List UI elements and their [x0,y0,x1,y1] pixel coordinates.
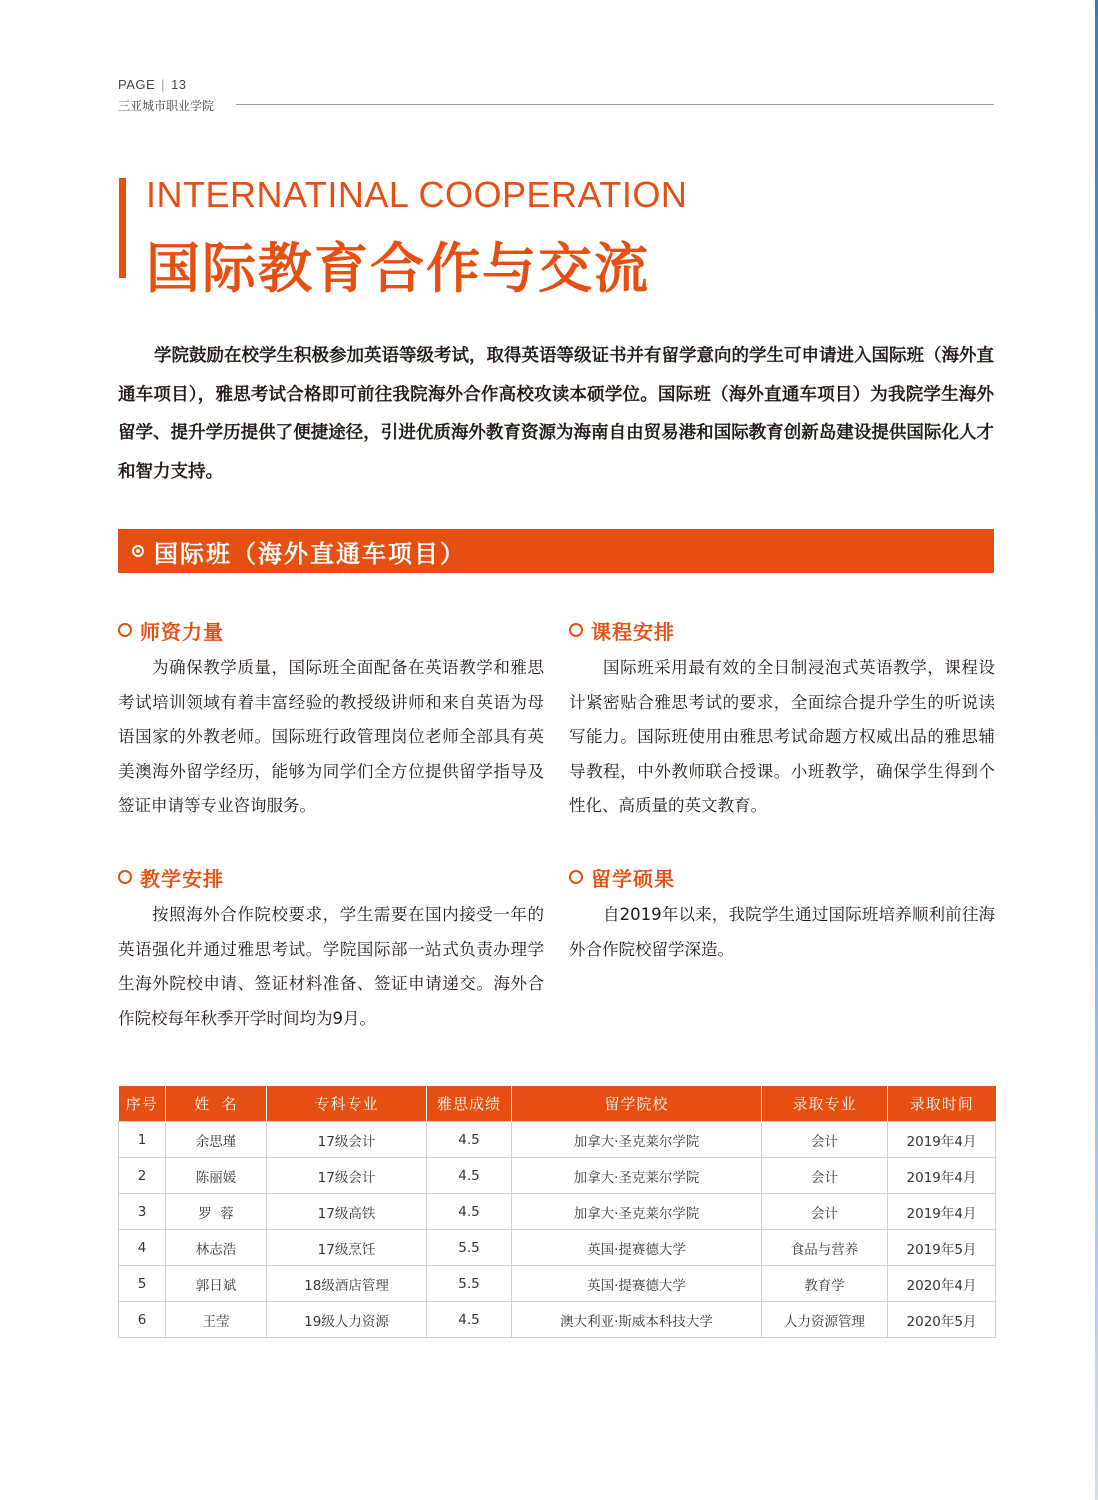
cell-ielts: 4.5 [427,1122,512,1158]
block-text: 按照海外合作院校要求，学生需要在国内接受一年的英语强化并通过雅思考试。学院国际部一站式负责办理学生海外院校申请、签证材料准备、签证申请递交。海外合作院校每年秋季开学时间均为9月。 [118,905,544,1028]
cell-school: 英国·提赛德大学 [512,1230,762,1266]
block-text: 自2019年以来，我院学生通过国际班培养顺利前往海外合作院校留学深造。 [569,905,995,959]
block-teaching-arrangement [118,862,544,1036]
cell-date: 2020年5月 [888,1302,996,1338]
table-row [119,1302,996,1338]
table-row [119,1230,996,1266]
page-number [118,77,187,92]
table-row [119,1122,996,1158]
block-curriculum [569,615,995,824]
circle-bullet-icon [569,870,583,884]
cell-index: 1 [119,1122,166,1158]
title-accent-bar [119,178,126,278]
cell-name: 郭日斌 [166,1266,267,1302]
cell-index: 2 [119,1158,166,1194]
cell-date: 2019年4月 [888,1158,996,1194]
block-heading [118,615,544,645]
circle-bullet-icon [118,623,132,637]
cell-name: 罗 蓉 [166,1194,267,1230]
block-heading [569,615,995,645]
cell-major: 17级会计 [267,1158,427,1194]
cell-index: 6 [119,1302,166,1338]
column-header: 留学院校 [512,1086,762,1122]
cell-name: 王莹 [166,1302,267,1338]
cell-admitted-major: 会计 [762,1194,888,1230]
table-row [119,1158,996,1194]
column-header: 雅思成绩 [427,1086,512,1122]
cell-ielts: 5.5 [427,1266,512,1302]
cell-date: 2019年4月 [888,1122,996,1158]
circle-bullet-icon [118,870,132,884]
block-text: 国际班采用最有效的全日制浸泡式英语教学，课程设计紧密贴合雅思考试的要求，全面综合提升学生的听说读写能力。国际班使用由雅思考试命题方权威出品的雅思辅导教程，中外教师联合授课。小班教学，确保学生得到个性化、高质量的英文教育。 [569,658,995,815]
block-title: 师资力量 [140,619,224,644]
column-header: 录取专业 [762,1086,888,1122]
cell-date: 2020年4月 [888,1266,996,1302]
cell-admitted-major: 会计 [762,1158,888,1194]
college-name: 三亚城市职业学院 [118,99,215,113]
section-banner [118,529,994,573]
cell-name: 余思瑾 [166,1122,267,1158]
cell-school: 加拿大·圣克莱尔学院 [512,1194,762,1230]
block-achievements [569,862,995,967]
cell-ielts: 4.5 [427,1302,512,1338]
cell-index: 5 [119,1266,166,1302]
cell-name: 林志浩 [166,1230,267,1266]
block-heading [118,862,544,892]
circle-bullet-icon [569,623,583,637]
block-title: 教学安排 [140,866,224,891]
block-title: 课程安排 [591,619,675,644]
cell-admitted-major: 教育学 [762,1266,888,1302]
admission-table [118,1086,996,1338]
cell-school: 澳大利亚·斯威本科技大学 [512,1302,762,1338]
cell-name: 陈丽媛 [166,1158,267,1194]
cell-admitted-major: 人力资源管理 [762,1302,888,1338]
cell-school: 英国·提赛德大学 [512,1266,762,1302]
cell-ielts: 5.5 [427,1230,512,1266]
header-divider [236,104,994,105]
cell-major: 17级会计 [267,1122,427,1158]
cell-admitted-major: 会计 [762,1122,888,1158]
table-row [119,1266,996,1302]
cell-major: 18级酒店管理 [267,1266,427,1302]
cell-ielts: 4.5 [427,1194,512,1230]
column-header: 专科专业 [267,1086,427,1122]
block-text: 为确保教学质量，国际班全面配备在英语教学和雅思考试培训领域有着丰富经验的教授级讲师和来自英语为母语国家的外教老师。国际班行政管理岗位老师全部具有英美澳海外留学经历，能够为同学们全方位提供留学指导及签证申请等专业咨询服务。 [118,658,544,815]
block-title: 留学硕果 [591,866,675,891]
column-header: 姓 名 [166,1086,267,1122]
cell-ielts: 4.5 [427,1158,512,1194]
section-title: 国际班（海外直通车项目） [154,539,466,568]
column-header: 序号 [119,1086,166,1122]
cell-index: 3 [119,1194,166,1230]
cell-admitted-major: 食品与营养 [762,1230,888,1266]
block-heading [569,862,995,892]
page-separator: | [161,77,166,92]
cell-date: 2019年5月 [888,1230,996,1266]
cell-school: 加拿大·圣克莱尔学院 [512,1122,762,1158]
column-header: 录取时间 [888,1086,996,1122]
title-chinese: 国际教育合作与交流 [146,237,650,300]
radio-bullet-icon [132,545,144,557]
cell-major: 17级烹饪 [267,1230,427,1266]
page-label: PAGE [118,77,156,92]
page-number-value: 13 [171,77,187,92]
cell-index: 4 [119,1230,166,1266]
cell-major: 17级高铁 [267,1194,427,1230]
table-header-row [119,1086,996,1122]
table-row [119,1194,996,1230]
block-faculty [118,615,544,824]
cell-major: 19级人力资源 [267,1302,427,1338]
intro-paragraph: 学院鼓励在校学生积极参加英语等级考试，取得英语等级证书并有留学意向的学生可申请进入国际班（海外直通车项目），雅思考试合格即可前往我院海外合作高校攻读本硕学位。国际班（海外直通车项目）为我院学生海外留学、提升学历提供了便捷途径，引进优质海外教育资源为海南自由贸易港和国际教育创新岛建设提供国际化人才和智力支持。 [118,346,994,482]
cell-school: 加拿大·圣克莱尔学院 [512,1158,762,1194]
title-english: INTERNATINAL COOPERATION [146,174,688,215]
cell-date: 2019年4月 [888,1194,996,1230]
